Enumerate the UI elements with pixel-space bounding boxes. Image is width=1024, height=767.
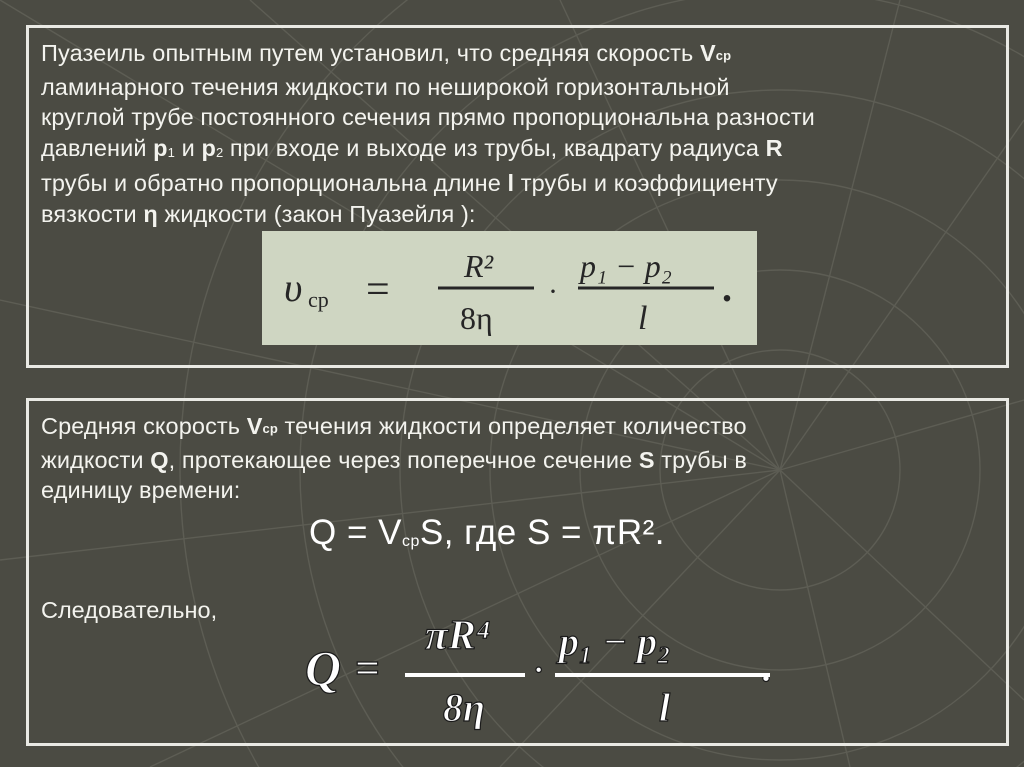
text-line: единицу времени:: [41, 477, 241, 503]
v-subscript: ср: [262, 421, 278, 436]
q-equation-sub: ср: [401, 533, 420, 550]
formula2-den1: 8η: [443, 685, 485, 730]
text-line: ламинарного течения жидкости по неширокой горизонтальной: [41, 73, 730, 100]
flow-formula-image: [275, 603, 775, 733]
formula2-end: .: [761, 645, 771, 690]
p-symbol: p: [153, 134, 168, 161]
v-subscript: ср: [715, 48, 732, 63]
flow-rate-text: [41, 411, 1001, 506]
text-line: вязкости: [41, 200, 144, 227]
formula2-eq: =: [355, 644, 381, 693]
p-subscript: 2: [215, 144, 224, 160]
formula-den1: 8η: [460, 300, 493, 336]
formula-eq: =: [366, 267, 390, 313]
formula-lhs-sub: ср: [308, 287, 329, 312]
q-equation: [309, 513, 665, 553]
poiseuille-text: [41, 38, 1001, 229]
formula-den2: l: [638, 300, 648, 337]
q-symbol: Q: [150, 446, 169, 473]
text-line: жидкости (закон Пуазейля ):: [157, 200, 476, 227]
q-equation-part: S, где S = πR².: [419, 513, 666, 552]
text-line: течения жидкости определяет количество: [277, 413, 747, 439]
poiseuille-law-box: [26, 25, 1009, 368]
p-symbol: p: [201, 134, 216, 161]
s-symbol: S: [638, 446, 655, 473]
formula2-lhs: Q: [305, 640, 342, 696]
formula2-num1: πR⁴: [425, 613, 491, 659]
formula2-dot: ·: [533, 652, 545, 689]
text-line: трубы в: [654, 446, 747, 473]
text-line: круглой трубе постоянного сечения прямо пропорциональна разности: [41, 104, 815, 130]
r-symbol: R: [765, 134, 783, 161]
text-line: при входе и выходе из трубы, квадрату радиуса: [223, 134, 766, 161]
eta-symbol: η: [143, 200, 158, 227]
formula2-num2: p₁ − p₂: [559, 619, 672, 664]
text-line: Средняя скорость: [41, 413, 247, 439]
formula-num2: p₁ − p₂: [580, 248, 672, 284]
therefore-label: Следовательно,: [41, 597, 218, 623]
text-line: и: [174, 134, 202, 161]
v-symbol: V: [700, 40, 716, 66]
text-line: Пуазеиль опытным путем установил, что средняя скорость: [41, 40, 701, 66]
flow-rate-box: [26, 398, 1009, 746]
formula-dot: ·: [548, 275, 558, 308]
text-line: жидкости: [41, 446, 151, 473]
text-line: трубы и коэффициенту: [514, 170, 778, 196]
formula-end: .: [722, 265, 732, 310]
formula2-den2: l: [659, 685, 671, 730]
velocity-formula-image: [262, 231, 757, 345]
formula-num1: R²: [464, 248, 494, 284]
text-line: давлений: [41, 134, 154, 161]
formula-lhs: υ: [284, 265, 303, 310]
l-symbol: l: [507, 170, 515, 196]
text-line: трубы и обратно пропорциональна длине: [41, 170, 508, 196]
p-subscript: 1: [167, 144, 175, 160]
v-symbol: V: [246, 413, 263, 439]
q-equation-part: Q = V: [309, 513, 402, 552]
text-line: , протекающее через поперечное сечение: [168, 446, 639, 473]
